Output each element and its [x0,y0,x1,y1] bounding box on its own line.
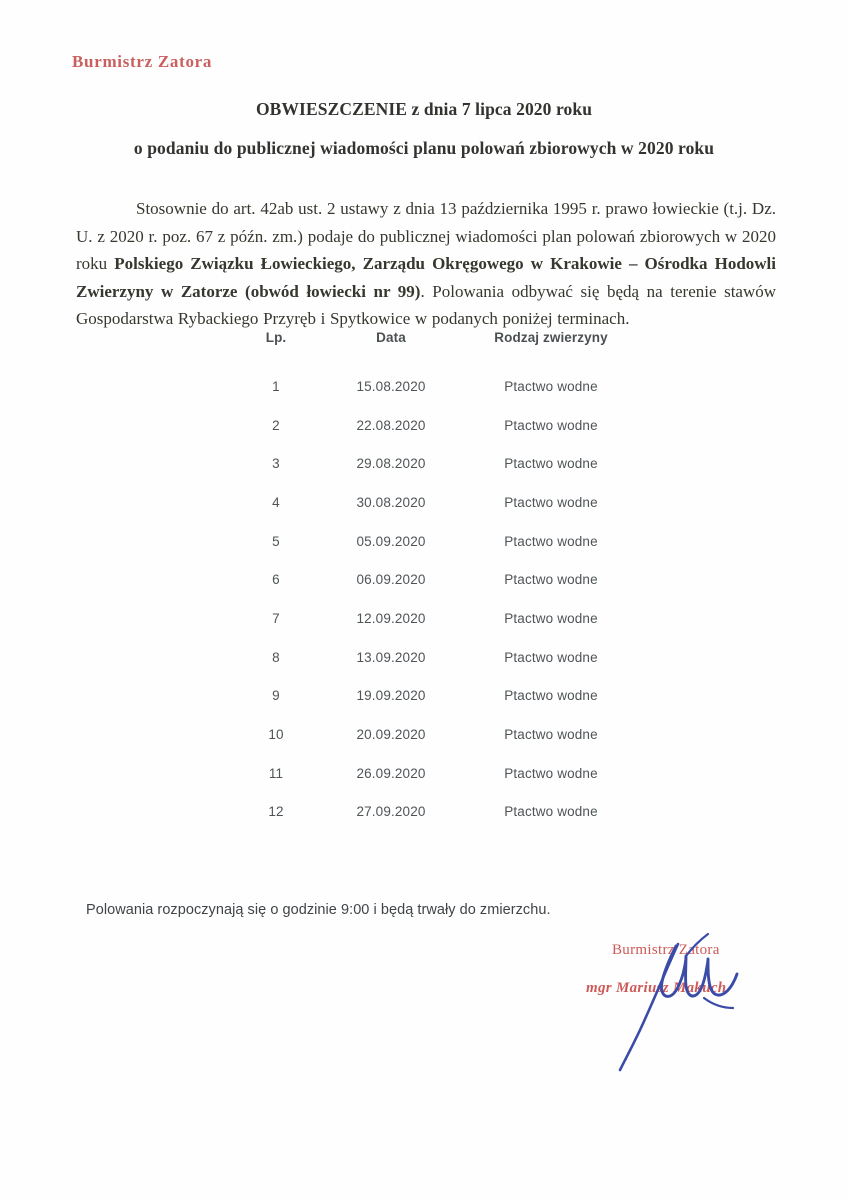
cell-date: 26.09.2020 [356,765,426,781]
page-subtitle: o podaniu do publicznej wiadomości planu polowań zbiorowych w 2020 roku [133,138,715,158]
cell-lp: 3 [272,456,280,472]
cell-lp: 10 [268,727,284,743]
cell-kind: Ptactwo wodne [504,533,598,549]
cell-lp: 6 [272,572,280,588]
cell-date: 15.08.2020 [356,378,426,394]
cell-lp: 5 [272,533,280,549]
title-block [0,98,848,159]
cell-kind: Ptactwo wodne [504,610,598,626]
footer-note: Polowania rozpoczynają się o godzinie 9:00 i będą trwały do zmierzchu. [86,902,551,918]
column-header-kind: Rodzaj zwierzyny [494,330,608,345]
cell-date: 19.09.2020 [356,688,426,704]
signature-printed-name: mgr Mariusz Makuch [586,980,727,996]
cell-kind: Ptactwo wodne [504,572,598,588]
cell-kind: Ptactwo wodne [504,456,598,472]
paragraph-part-2: . Polowania odbywać się będą na terenie stawów Gospodarstwa Rybackiego Przyręb i Spytkowice w podanych poniżej terminach. [76,281,777,328]
cell-lp: 12 [268,804,284,820]
body-paragraph [76,195,776,333]
hunting-schedule-table [236,330,636,831]
cell-date: 22.08.2020 [356,417,426,433]
cell-lp: 9 [272,688,280,704]
cell-date: 29.08.2020 [356,456,426,472]
table-row [236,522,636,561]
cell-kind: Ptactwo wodne [504,804,598,820]
cell-lp: 8 [272,649,280,665]
cell-kind: Ptactwo wodne [504,765,598,781]
column-header-date: Data [376,330,406,345]
cell-lp: 7 [272,610,280,626]
table-header-row [236,330,636,367]
cell-date: 05.09.2020 [356,533,426,549]
table-body [236,367,636,831]
cell-lp: 4 [272,494,280,510]
table-row [236,715,636,754]
cell-date: 06.09.2020 [356,572,426,588]
cell-kind: Ptactwo wodne [504,378,598,394]
cell-date: 12.09.2020 [356,610,426,626]
cell-kind: Ptactwo wodne [504,494,598,510]
table-row [236,406,636,445]
signature-block [560,932,800,1072]
cell-date: 27.09.2020 [356,804,426,820]
cell-lp: 1 [272,378,280,394]
table-row [236,444,636,483]
table-row [236,638,636,677]
table-head [236,330,636,367]
cell-date: 30.08.2020 [356,494,426,510]
cell-lp: 11 [268,765,284,781]
cell-kind: Ptactwo wodne [504,649,598,665]
table-row [236,599,636,638]
paragraph-part-1: Stosownie do art. 42ab ust. 2 ustawy z dnia 13 października 1995 r. prawo łowieckie (t.j. Dz. U. z 2020 r. poz. 67 z późn. zm.) podaje do publicznej wiadomości plan polowań zbiorowych w 2020 roku [76,199,776,273]
column-header-lp: Lp. [265,330,287,345]
cell-kind: Ptactwo wodne [504,688,598,704]
cell-date: 20.09.2020 [356,727,426,743]
office-stamp-header: Burmistrz Zatora [72,52,213,71]
table-row [236,560,636,599]
page-title: OBWIESZCZENIE z dnia 7 lipca 2020 roku [255,99,593,119]
cell-date: 13.09.2020 [356,649,426,665]
paragraph-bold-entity: Polskiego Związku Łowieckiego, Zarządu Okręgowego w Krakowie – Ośrodka Hodowli Zwierzyny w Zatorze (obwód łowiecki nr 99) [76,254,777,301]
table-row [236,367,636,406]
cell-lp: 2 [272,417,280,433]
cell-kind: Ptactwo wodne [504,417,598,433]
table-row [236,754,636,793]
cell-kind: Ptactwo wodne [504,727,598,743]
table-row [236,483,636,522]
table-row [236,677,636,716]
table-row [236,793,636,832]
signature-office-title: Burmistrz Zatora [612,942,720,958]
